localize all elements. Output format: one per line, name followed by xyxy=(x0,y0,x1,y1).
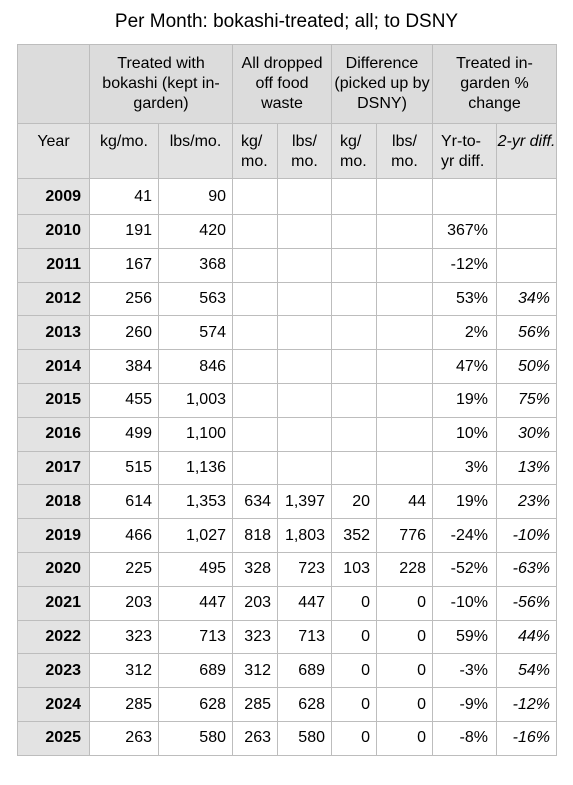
year-cell: 2015 xyxy=(18,383,90,417)
two-yr-cell: -16% xyxy=(497,721,557,755)
two-yr-cell: 50% xyxy=(497,350,557,384)
all-kg-cell: 312 xyxy=(233,654,278,688)
year-cell: 2014 xyxy=(18,350,90,384)
two-yr-cell: 75% xyxy=(497,383,557,417)
yoy-cell: 19% xyxy=(433,383,497,417)
treated-kg-cell: 285 xyxy=(90,688,159,722)
diff-kg-cell: 103 xyxy=(332,552,377,586)
diff-lbs-cell: 0 xyxy=(377,586,433,620)
treated-kg-cell: 384 xyxy=(90,350,159,384)
treated-kg-cell: 260 xyxy=(90,316,159,350)
table-row xyxy=(18,417,557,451)
table-row xyxy=(18,350,557,384)
all-lbs-cell xyxy=(278,248,332,282)
table-row xyxy=(18,215,557,249)
diff-kg-cell: 20 xyxy=(332,485,377,519)
table-row xyxy=(18,316,557,350)
two-yr-cell: -63% xyxy=(497,552,557,586)
all-lbs-cell: 628 xyxy=(278,688,332,722)
year-cell: 2025 xyxy=(18,721,90,755)
all-kg-cell: 285 xyxy=(233,688,278,722)
year-cell: 2012 xyxy=(18,282,90,316)
treated-lbs-cell: 1,353 xyxy=(159,485,233,519)
all-kg-cell xyxy=(233,383,278,417)
diff-kg-cell: 0 xyxy=(332,721,377,755)
treated-lbs-cell: 1,136 xyxy=(159,451,233,485)
yoy-cell: 47% xyxy=(433,350,497,384)
treated-lbs-cell: 368 xyxy=(159,248,233,282)
diff-kg-cell xyxy=(332,248,377,282)
group-header-treated: Treated with bokashi (kept in-garden) xyxy=(90,45,233,124)
year-cell: 2013 xyxy=(18,316,90,350)
yoy-cell: 2% xyxy=(433,316,497,350)
treated-lbs-cell: 713 xyxy=(159,620,233,654)
yoy-cell: 3% xyxy=(433,451,497,485)
treated-kg-cell: 41 xyxy=(90,179,159,215)
diff-lbs-cell: 776 xyxy=(377,519,433,553)
treated-kg-cell: 167 xyxy=(90,248,159,282)
year-cell: 2011 xyxy=(18,248,90,282)
diff-kg-cell xyxy=(332,350,377,384)
treated-lbs-cell: 1,027 xyxy=(159,519,233,553)
diff-lbs-cell xyxy=(377,215,433,249)
all-kg-cell xyxy=(233,350,278,384)
all-lbs-cell: 713 xyxy=(278,620,332,654)
all-kg-cell xyxy=(233,282,278,316)
two-yr-cell xyxy=(497,215,557,249)
all-kg-cell: 323 xyxy=(233,620,278,654)
yoy-cell: 59% xyxy=(433,620,497,654)
treated-kg-cell: 455 xyxy=(90,383,159,417)
year-cell: 2024 xyxy=(18,688,90,722)
yoy-cell: 19% xyxy=(433,485,497,519)
diff-lbs-cell xyxy=(377,248,433,282)
diff-kg-cell: 0 xyxy=(332,620,377,654)
diff-kg-cell xyxy=(332,316,377,350)
diff-lbs-cell: 0 xyxy=(377,688,433,722)
diff-kg-cell xyxy=(332,417,377,451)
table-row xyxy=(18,451,557,485)
table-row xyxy=(18,282,557,316)
diff-kg-cell xyxy=(332,215,377,249)
two-yr-cell: 54% xyxy=(497,654,557,688)
treated-kg-cell: 203 xyxy=(90,586,159,620)
year-cell: 2017 xyxy=(18,451,90,485)
diff-lbs-cell xyxy=(377,451,433,485)
table-row xyxy=(18,552,557,586)
two-yr-cell: 23% xyxy=(497,485,557,519)
year-cell: 2021 xyxy=(18,586,90,620)
diff-lbs-cell: 44 xyxy=(377,485,433,519)
treated-lbs-cell: 1,100 xyxy=(159,417,233,451)
yoy-cell: -12% xyxy=(433,248,497,282)
yoy-cell: -24% xyxy=(433,519,497,553)
all-lbs-cell xyxy=(278,282,332,316)
yoy-cell xyxy=(433,179,497,215)
col-header-all-lbs: lbs/ mo. xyxy=(278,124,332,179)
all-lbs-cell xyxy=(278,215,332,249)
two-yr-cell: 56% xyxy=(497,316,557,350)
all-lbs-cell xyxy=(278,451,332,485)
table-row xyxy=(18,688,557,722)
diff-lbs-cell: 0 xyxy=(377,654,433,688)
yoy-cell: -9% xyxy=(433,688,497,722)
year-cell: 2016 xyxy=(18,417,90,451)
corner-cell xyxy=(18,45,90,124)
all-lbs-cell: 1,397 xyxy=(278,485,332,519)
food-waste-table xyxy=(17,44,557,756)
table-row xyxy=(18,586,557,620)
diff-kg-cell xyxy=(332,179,377,215)
diff-lbs-cell xyxy=(377,179,433,215)
treated-lbs-cell: 90 xyxy=(159,179,233,215)
table-row xyxy=(18,620,557,654)
all-lbs-cell xyxy=(278,383,332,417)
yoy-cell: 367% xyxy=(433,215,497,249)
table-row xyxy=(18,248,557,282)
diff-lbs-cell: 228 xyxy=(377,552,433,586)
diff-lbs-cell: 0 xyxy=(377,620,433,654)
all-lbs-cell: 447 xyxy=(278,586,332,620)
table-row xyxy=(18,485,557,519)
treated-lbs-cell: 846 xyxy=(159,350,233,384)
all-kg-cell xyxy=(233,248,278,282)
diff-lbs-cell xyxy=(377,417,433,451)
treated-lbs-cell: 420 xyxy=(159,215,233,249)
table-row xyxy=(18,721,557,755)
all-lbs-cell xyxy=(278,179,332,215)
two-yr-cell: 34% xyxy=(497,282,557,316)
year-cell: 2023 xyxy=(18,654,90,688)
all-kg-cell xyxy=(233,215,278,249)
diff-kg-cell: 0 xyxy=(332,688,377,722)
table-body xyxy=(18,179,557,756)
all-lbs-cell: 580 xyxy=(278,721,332,755)
col-header-yoy: Yr-to- yr diff. xyxy=(433,124,497,179)
treated-kg-cell: 466 xyxy=(90,519,159,553)
year-cell: 2009 xyxy=(18,179,90,215)
all-lbs-cell: 1,803 xyxy=(278,519,332,553)
all-lbs-cell: 689 xyxy=(278,654,332,688)
diff-kg-cell: 352 xyxy=(332,519,377,553)
diff-lbs-cell: 0 xyxy=(377,721,433,755)
table-row xyxy=(18,519,557,553)
col-header-all-kg: kg/ mo. xyxy=(233,124,278,179)
all-kg-cell: 818 xyxy=(233,519,278,553)
two-yr-cell xyxy=(497,248,557,282)
treated-kg-cell: 191 xyxy=(90,215,159,249)
two-yr-cell xyxy=(497,179,557,215)
treated-kg-cell: 515 xyxy=(90,451,159,485)
page-title: Per Month: bokashi-treated; all; to DSNY xyxy=(114,11,459,32)
all-lbs-cell xyxy=(278,316,332,350)
diff-lbs-cell xyxy=(377,350,433,384)
yoy-cell: 10% xyxy=(433,417,497,451)
diff-kg-cell xyxy=(332,282,377,316)
treated-kg-cell: 323 xyxy=(90,620,159,654)
all-kg-cell: 328 xyxy=(233,552,278,586)
table-row xyxy=(18,179,557,215)
treated-kg-cell: 614 xyxy=(90,485,159,519)
col-header-diff-kg: kg/ mo. xyxy=(332,124,377,179)
all-kg-cell xyxy=(233,451,278,485)
all-kg-cell xyxy=(233,316,278,350)
group-header-change: Treated in-garden % change xyxy=(433,45,557,124)
treated-lbs-cell: 689 xyxy=(159,654,233,688)
diff-kg-cell xyxy=(332,383,377,417)
yoy-cell: -8% xyxy=(433,721,497,755)
diff-kg-cell: 0 xyxy=(332,586,377,620)
all-kg-cell: 203 xyxy=(233,586,278,620)
treated-lbs-cell: 628 xyxy=(159,688,233,722)
col-header-two-yr: 2-yr diff. xyxy=(497,124,557,179)
col-header-treated-kg: kg/mo. xyxy=(90,124,159,179)
treated-lbs-cell: 447 xyxy=(159,586,233,620)
all-kg-cell xyxy=(233,179,278,215)
yoy-cell: 53% xyxy=(433,282,497,316)
group-header-difference: Difference (picked up by DSNY) xyxy=(332,45,433,124)
two-yr-cell: 44% xyxy=(497,620,557,654)
all-kg-cell xyxy=(233,417,278,451)
treated-kg-cell: 499 xyxy=(90,417,159,451)
table-row xyxy=(18,383,557,417)
treated-lbs-cell: 1,003 xyxy=(159,383,233,417)
col-header-year: Year xyxy=(18,124,90,179)
group-header-all: All dropped off food waste xyxy=(233,45,332,124)
diff-lbs-cell xyxy=(377,316,433,350)
treated-kg-cell: 256 xyxy=(90,282,159,316)
treated-kg-cell: 312 xyxy=(90,654,159,688)
all-kg-cell: 634 xyxy=(233,485,278,519)
treated-lbs-cell: 580 xyxy=(159,721,233,755)
table-row xyxy=(18,654,557,688)
treated-kg-cell: 225 xyxy=(90,552,159,586)
diff-kg-cell xyxy=(332,451,377,485)
all-lbs-cell xyxy=(278,350,332,384)
year-cell: 2019 xyxy=(18,519,90,553)
yoy-cell: -52% xyxy=(433,552,497,586)
two-yr-cell: -12% xyxy=(497,688,557,722)
year-cell: 2022 xyxy=(18,620,90,654)
year-cell: 2018 xyxy=(18,485,90,519)
col-header-diff-lbs: lbs/ mo. xyxy=(377,124,433,179)
all-kg-cell: 263 xyxy=(233,721,278,755)
treated-lbs-cell: 495 xyxy=(159,552,233,586)
year-cell: 2010 xyxy=(18,215,90,249)
yoy-cell: -10% xyxy=(433,586,497,620)
year-cell: 2020 xyxy=(18,552,90,586)
two-yr-cell: -56% xyxy=(497,586,557,620)
diff-lbs-cell xyxy=(377,383,433,417)
yoy-cell: -3% xyxy=(433,654,497,688)
col-header-treated-lbs: lbs/mo. xyxy=(159,124,233,179)
two-yr-cell: 13% xyxy=(497,451,557,485)
diff-lbs-cell xyxy=(377,282,433,316)
treated-lbs-cell: 574 xyxy=(159,316,233,350)
treated-lbs-cell: 563 xyxy=(159,282,233,316)
two-yr-cell: -10% xyxy=(497,519,557,553)
diff-kg-cell: 0 xyxy=(332,654,377,688)
all-lbs-cell xyxy=(278,417,332,451)
two-yr-cell: 30% xyxy=(497,417,557,451)
treated-kg-cell: 263 xyxy=(90,721,159,755)
all-lbs-cell: 723 xyxy=(278,552,332,586)
